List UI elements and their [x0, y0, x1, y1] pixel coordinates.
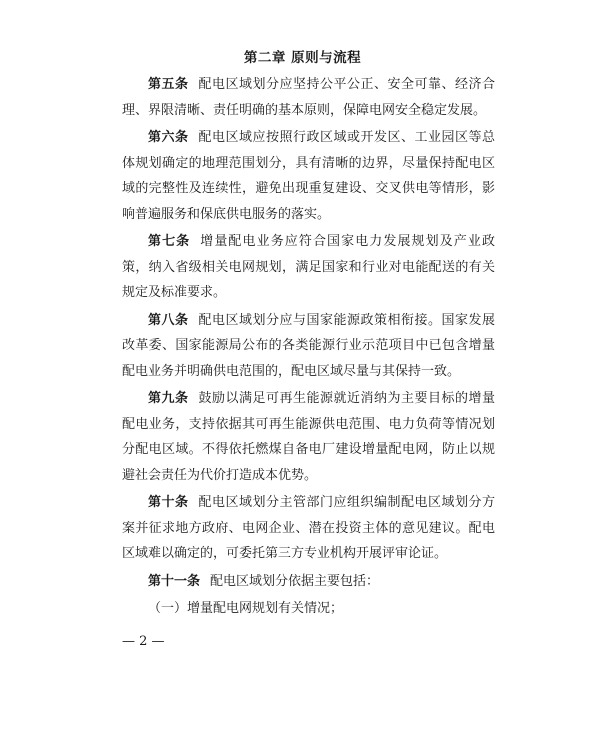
article-text: 配电区域划分应坚持公平公正、安全可靠、经济合理、界限清晰、责任明确的基本原则，保障电网安全稳定发展。: [122, 77, 495, 118]
list-item: （一）增量配电网规划有关情况；: [148, 601, 344, 616]
article-label: 第十一条: [148, 573, 201, 589]
article-label: 第十条: [148, 495, 189, 510]
article-label: 第九条: [148, 391, 189, 406]
article-7: [122, 229, 495, 306]
article-label: 第八条: [148, 312, 189, 328]
article-text: 鼓励以满足可再生能源就近消纳为主要目标的增量配电业务，支持依据其可再生能源供电范围、电力负荷等情况划分配电区域。不得依托燃煤自备电厂建设增量配电网，防止以规避社会责任为代价打造成本优势。: [122, 391, 495, 483]
chapter-title: 第二章 原则与流程: [243, 50, 362, 66]
article-text: 增量配电业务应符合国家电力发展规划及产业政策，纳入省级相关电网规划，满足国家和行业对电能配送的有关规定及标准要求。: [122, 234, 495, 300]
article-text: 配电区域划分依据主要包括：: [210, 573, 380, 589]
page-number: — 2 —: [122, 634, 165, 649]
article-6: [122, 125, 495, 227]
article-label: 第七条: [148, 234, 191, 249]
article-11: [122, 569, 495, 595]
article-label: 第五条: [148, 77, 189, 92]
article-text: 配电区域划分应与国家能源政策相衔接。国家发展改革委、国家能源局公布的各类能源行业示范项目中已包含增量配电业务并明确供电范围的，配电区域尽量与其保持一致。: [122, 312, 495, 379]
article-8: [122, 308, 495, 385]
article-10: [122, 490, 495, 567]
article-text: 配电区域应按照行政区域或开发区、工业园区等总体规划确定的地理范围划分，具有清晰的边界，尽量保持配电区域的完整性及连续性，避免出现重复建设、交叉供电等情形，影响普遍服务和保底供电服务的落实。: [122, 130, 495, 222]
article-5: [122, 72, 495, 123]
article-label: 第六条: [148, 130, 189, 145]
article-9: [122, 386, 495, 488]
body-text: [122, 72, 495, 622]
article-text: 配电区域划分主管部门应组织编制配电区域划分方案并征求地方政府、电网企业、潜在投资主体的意见建议。配电区域难以确定的，可委托第三方专业机构开展评审论证。: [122, 495, 495, 561]
